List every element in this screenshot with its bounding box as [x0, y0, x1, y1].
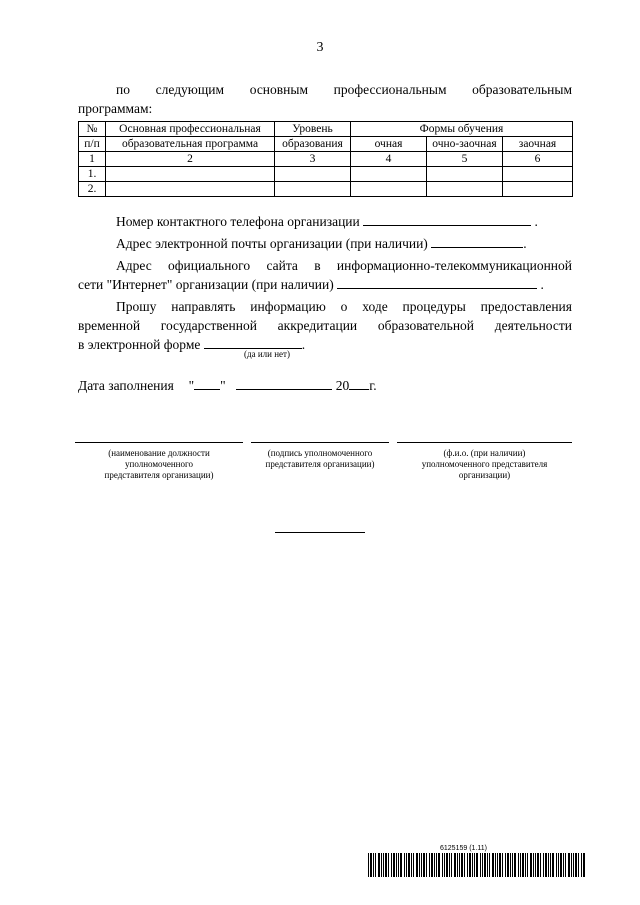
row-number: 1. [79, 167, 106, 182]
row-number: 2. [79, 182, 106, 197]
header-level: Уровень [275, 122, 351, 137]
site-field[interactable] [337, 275, 537, 289]
header-form-mixed: очно-заочная [427, 137, 503, 152]
table-cell[interactable] [427, 182, 503, 197]
intro-line-2: программам: [78, 101, 153, 116]
date-year-field[interactable] [349, 376, 369, 390]
site-row: сети "Интернет" организации (при наличии) . [78, 277, 544, 292]
header-form-distance: заочная [503, 137, 573, 152]
site-line-1: Адрес официального сайта в информационно-телекоммуникационной [116, 258, 572, 273]
phone-row: Номер контактного телефона организации . [116, 214, 538, 229]
table-cell[interactable] [351, 182, 427, 197]
signature-caption: (подпись уполномоченного представителя организации) [265, 448, 375, 469]
barcode-number: 6125159 (1.11) [440, 845, 487, 852]
header-program: Основная профессиональная [106, 122, 275, 137]
programs-table [78, 121, 573, 197]
table-cell[interactable] [427, 167, 503, 182]
phone-label: Номер контактного телефона организации [116, 214, 360, 229]
table-cell[interactable] [351, 167, 427, 182]
column-number: 4 [351, 152, 427, 167]
email-field[interactable] [431, 234, 523, 248]
page-number: 3 [316, 40, 324, 55]
request-row: в электронной форме . [78, 337, 306, 352]
header-form-fulltime: очная [351, 137, 427, 152]
table-cell[interactable] [503, 167, 573, 182]
request-label: в электронной форме [78, 337, 201, 352]
table-cell[interactable] [275, 167, 351, 182]
column-number: 5 [427, 152, 503, 167]
request-line-2: временной государственной аккредитации образовательной деятельности [78, 318, 572, 333]
site-label: сети "Интернет" организации (при наличии) [78, 277, 334, 292]
date-label: Дата заполнения [78, 378, 174, 393]
email-row: Адрес электронной почты организации (при наличии) . [116, 236, 527, 251]
header-program-2: образовательная программа [106, 137, 275, 152]
phone-field[interactable] [363, 212, 531, 226]
header-number-2: п/п [79, 137, 106, 152]
position-line[interactable] [75, 442, 243, 443]
intro-line-1: по следующим основным профессиональным образовательным [116, 82, 572, 97]
table-row [79, 182, 573, 197]
table-cell[interactable] [275, 182, 351, 197]
email-label: Адрес электронной почты организации (при наличии) [116, 236, 428, 251]
request-line-1: Прошу направлять информацию о ходе процедуры предоставления [116, 299, 572, 314]
date-day-field[interactable] [194, 376, 220, 390]
header-level-2: образования [275, 137, 351, 152]
fullname-line[interactable] [397, 442, 572, 443]
header-number: № [79, 122, 106, 137]
date-row: Дата заполнения " " 20 г. [78, 378, 377, 393]
column-number: 3 [275, 152, 351, 167]
signature-line[interactable] [251, 442, 389, 443]
date-month-field[interactable] [236, 376, 332, 390]
column-number: 1 [79, 152, 106, 167]
header-forms: Формы обучения [351, 122, 573, 137]
fullname-caption: (ф.и.о. (при наличии) уполномоченного представителя организации) [421, 448, 548, 480]
column-number: 2 [106, 152, 275, 167]
table-cell[interactable] [106, 167, 275, 182]
table-cell[interactable] [503, 182, 573, 197]
column-number: 6 [503, 152, 573, 167]
position-caption: (наименование должности уполномоченного представителя организации) [104, 448, 214, 480]
table-row [79, 167, 573, 182]
separator-line [275, 532, 365, 533]
electronic-form-field[interactable] [204, 335, 302, 349]
barcode-icon [368, 853, 586, 877]
request-hint: (да или нет) [244, 349, 290, 359]
table-cell[interactable] [106, 182, 275, 197]
